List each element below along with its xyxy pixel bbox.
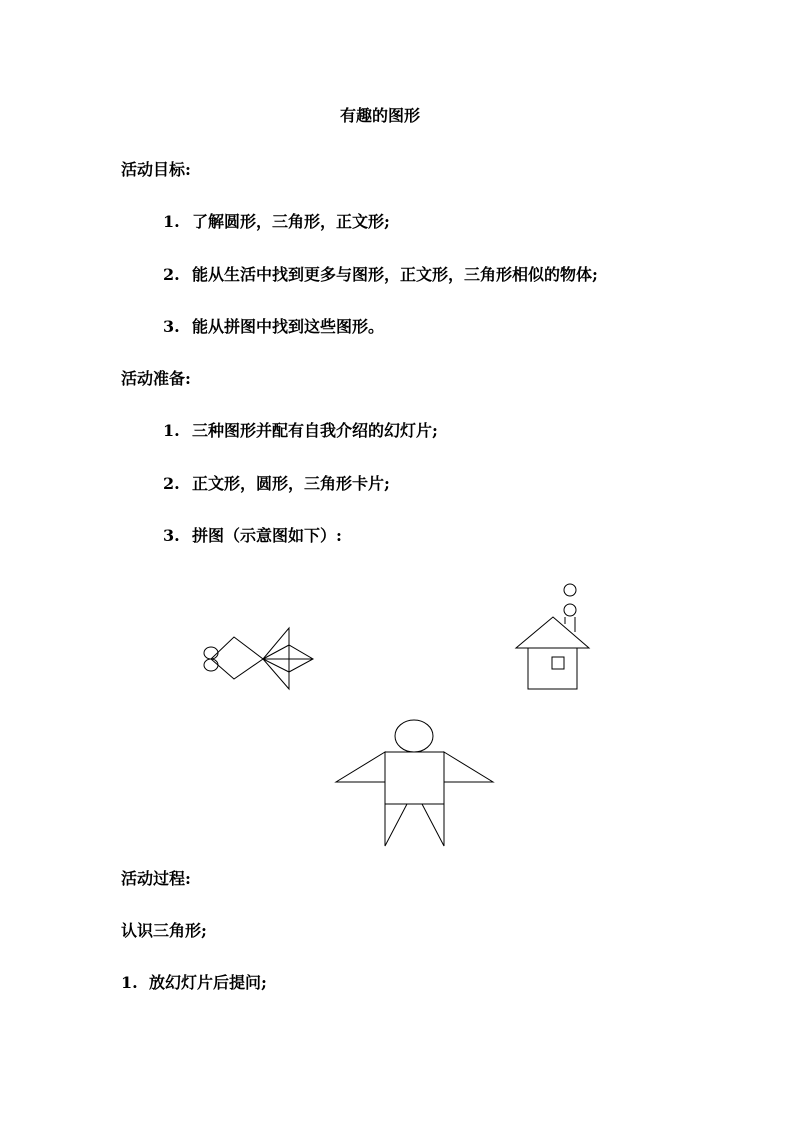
- house-drawing: [516, 584, 589, 689]
- person-body: [385, 752, 444, 804]
- smoke-circle-top: [564, 584, 576, 596]
- item-number: 2.: [163, 474, 180, 493]
- item-text: 三种图形并配有自我介绍的幻灯片;: [192, 421, 438, 440]
- item-text: 正文形，圆形，三角形卡片;: [192, 474, 390, 493]
- person-left-arm: [336, 752, 385, 782]
- item-number: 3.: [163, 317, 180, 336]
- item-number: 2.: [163, 265, 180, 284]
- item-text: 能从拼图中找到这些图形。: [192, 317, 385, 336]
- fish-drawing: [204, 628, 313, 689]
- person-left-leg: [385, 804, 407, 846]
- item-text: 能从生活中找到更多与图形，正文形，三角形相似的物体;: [192, 265, 598, 284]
- item-text: 了解圆形，三角形，正文形;: [192, 212, 390, 231]
- person-head: [395, 720, 433, 752]
- fish-eye-top: [204, 647, 218, 659]
- preparation-heading: 活动准备:: [121, 369, 191, 388]
- process-subheading: 认识三角形;: [121, 921, 207, 940]
- person-right-leg: [422, 804, 444, 846]
- person-right-arm: [444, 752, 493, 782]
- item-number: 3.: [163, 526, 180, 545]
- document-title: 有趣的图形: [339, 106, 420, 125]
- process-heading: 活动过程:: [121, 869, 191, 888]
- item-number: 1.: [163, 421, 180, 440]
- house-roof: [516, 617, 589, 648]
- item-number: 1.: [163, 212, 180, 231]
- fish-body-diamond: [211, 637, 263, 679]
- process-item-1: [121, 973, 267, 993]
- objectives-heading: 活动目标:: [121, 160, 191, 179]
- house-window: [552, 657, 564, 669]
- person-drawing: [336, 720, 493, 846]
- smoke-circle-bottom: [564, 604, 576, 616]
- item-text: 放幻灯片后提问;: [149, 973, 267, 992]
- fish-eye-bottom: [204, 659, 218, 671]
- item-text: 拼图（示意图如下）:: [192, 526, 342, 545]
- item-number: 1.: [121, 973, 138, 992]
